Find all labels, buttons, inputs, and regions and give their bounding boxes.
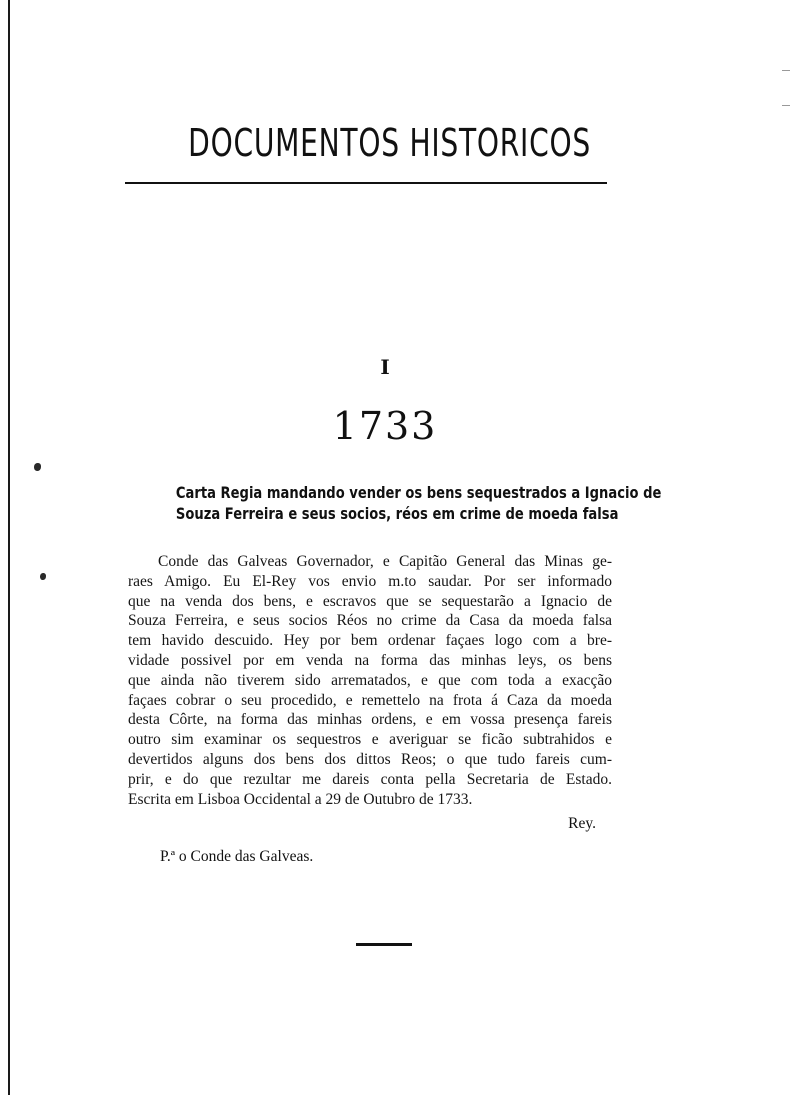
- end-rule: [356, 943, 412, 946]
- addressee: P.ª o Conde das Galveas.: [160, 848, 314, 865]
- heading-line: Carta Regia mandando vender os bens sequestrados a Ignacio de: [175, 483, 662, 502]
- body-line: vidade possivel por em venda na forma das minhas leys, os bens: [128, 651, 612, 669]
- body-line: que ainda não tiverem sido arrematados, e que com toda a exacção: [128, 671, 612, 689]
- margin-mark: [782, 70, 790, 71]
- ink-speck: [40, 573, 46, 580]
- page-title: DOCUMENTOS HISTORICOS: [188, 121, 591, 165]
- body-line: que na venda dos bens, e escravos que se sequestarão a Ignacio de: [128, 592, 612, 610]
- body-line: Conde das Galveas Governador, e Capitão General das Minas ge-: [158, 553, 612, 570]
- page-left-edge: [8, 0, 10, 1095]
- letter-body: [128, 552, 612, 809]
- body-line: Escrita em Lisboa Occidental a 29 de Outubro de 1733.: [128, 790, 473, 808]
- signature: Rey.: [568, 815, 596, 832]
- body-line: desta Côrte, na forma das minhas ordens, e em vossa presença fareis: [128, 711, 612, 729]
- body-line: Souza Ferreira, e seus socios Réos no crime da Casa da moeda falsa: [128, 612, 612, 630]
- body-line: prir, e do que rezultar me dareis conta pella Secretaria de Estado.: [128, 770, 612, 788]
- ink-speck: [34, 463, 41, 471]
- title-underline: [125, 182, 607, 184]
- body-line: devertidos alguns dos bens dos dittos Reos; o que tudo fareis cum-: [128, 750, 612, 768]
- heading-line: Souza Ferreira e seus socios, réos em crime de moeda falsa: [175, 504, 619, 523]
- body-line: raes Amigo. Eu El-Rey vos envio m.to saudar. Por ser informado: [128, 572, 612, 590]
- body-line: tem havido descuido. Hey por bem ordenar façaes logo com a bre-: [128, 632, 612, 650]
- document-year: 1733: [332, 404, 438, 448]
- margin-mark: [782, 105, 790, 106]
- section-number: I: [380, 355, 390, 379]
- body-line: outro sim examinar os sequestros e averiguar se ficão subtrahidos e: [128, 731, 612, 749]
- document-heading: [130, 482, 662, 524]
- body-line: façaes cobrar o seu procedido, e remettelo na frota á Caza da moeda: [128, 691, 612, 709]
